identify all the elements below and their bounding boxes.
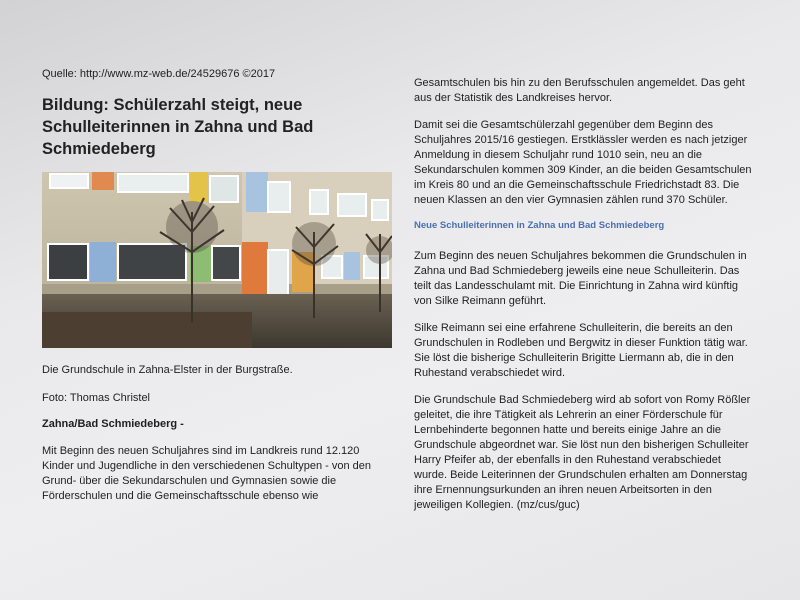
- right-column: [414, 76, 754, 525]
- source-line: Quelle: http://www.mz-web.de/24529676 ©2017: [42, 68, 276, 80]
- body-paragraph: Silke Reimann sei eine erfahrene Schulleiterin, die bereits an den Grundschulen in Rodleben und Bergwitz in dieser Funktion tätig war. Sie löst die bisherige Schulleiterin Brigitte Liermann ab, die in den Ruhestand verabschiedet wird.: [414, 322, 748, 379]
- dateline: Zahna/Bad Schmiedeberg -: [42, 418, 184, 430]
- body-paragraph: Damit sei die Gesamtschülerzahl gegenüber dem Beginn des Schuljahres 2015/16 gestiegen. Erstklässler werden es nach jetziger Anmeldung in diesem Schuljahr rund 1010 sein, neu an die Sekundarschulen kommen 309 Kinder, an die beiden Gesamtschulen im Kreis 80 und an die Gemeinschaftsschule Friedrichstadt 83. Die neuen Klassen an den vier Gymnasien zählen rund 370 Schüler.: [414, 119, 752, 206]
- body-paragraph: Die Grundschule Bad Schmiedeberg wird ab sofort von Romy Rößler geleitet, die ihre Tätigkeit als Lehrerin an einer Förderschule für Lernbehinderte begonnen hatte und bereits einige Jahre an die Grundschule abgeordnet war. Sie löst nun den bisherigen Schulleiter Harry Pfeifer ab, der ebenfalls in den Ruhestand verabschiedet wurde. Beide Leiterinnen der Grundschulen erhalten am Donnerstag ihre Ernennungsurkunden an ihren neuen Arbeitsorten in den jeweiligen Kollegien. (mz/cus/guc): [414, 394, 751, 511]
- photo-caption: Die Grundschule in Zahna-Elster in der Burgstraße.: [42, 364, 293, 376]
- school-building-photo: [42, 172, 392, 348]
- body-paragraph: Gesamtschulen bis hin zu den Berufsschulen angemeldet. Das geht aus der Statistik des Landkreises hervor.: [414, 77, 745, 104]
- article-headline: Bildung: Schülerzahl steigt, neue Schulleiterinnen in Zahna und Bad Schmiedeberg: [42, 96, 314, 158]
- section-subheading: Neue Schulleiterinnen in Zahna und Bad Schmiedeberg: [414, 220, 665, 231]
- body-paragraph: Zum Beginn des neuen Schuljahres bekommen die Grundschulen in Zahna und Bad Schmiedeberg jeweils eine neue Schulleiterin. Das teilt das Landesschulamt mit. Die Einrichtung in Zahna wird künftig von Silke Reimann geführt.: [414, 250, 747, 307]
- left-column: [42, 68, 377, 504]
- photo-credit: Foto: Thomas Christel: [42, 392, 151, 404]
- lead-paragraph: Mit Beginn des neuen Schuljahres sind im Landkreis rund 12.120 Kinder und Jugendliche in den verschiedenen Schultypen - von den Grund- über die Sekundarschulen und Gymnasien sowie die Förderschulen und die Gemeinschaftsschule ebenso wie: [42, 445, 372, 502]
